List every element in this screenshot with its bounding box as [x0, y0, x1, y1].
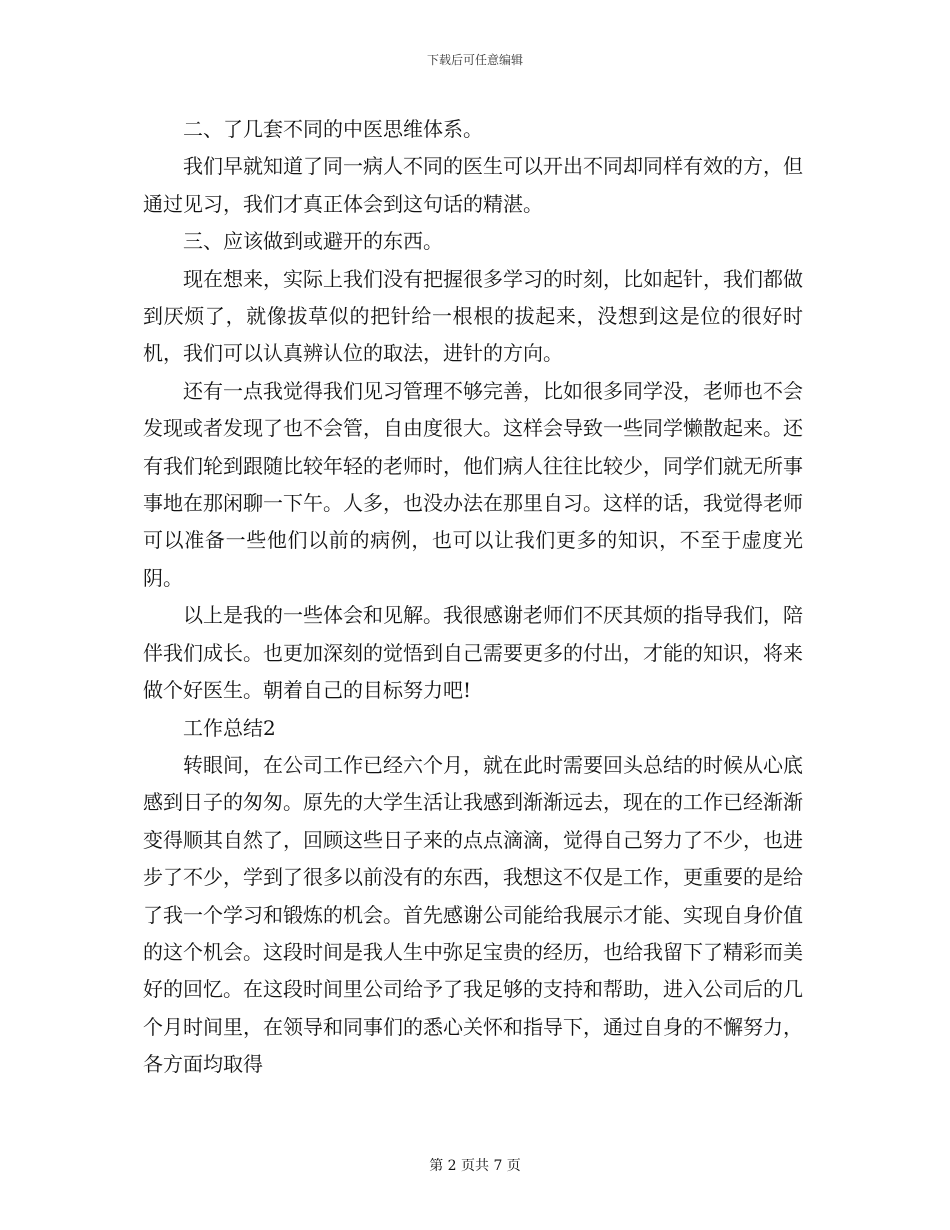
page-header: 下载后可任意编辑: [426, 53, 523, 67]
document-body: [143, 111, 803, 1084]
paragraph: 还有一点我觉得我们见习管理不够完善，比如很多同学没，老师也不会发现或者发现了也不会管，自由度很大。这样会导致一些同学懒散起来。还有我们轮到跟随比较年轻的老师时，他们病人往往比较少，同学们就无所事事地在那闲聊一下午。人多，也没办法在那里自习。这样的话，我觉得老师可以准备一些他们以前的病例，也可以让我们更多的知识，不至于虚度光阴。: [143, 378, 803, 590]
paragraph: 我们早就知道了同一病人不同的医生可以开出不同却同样有效的方，但通过见习，我们才真正体会到这句话的精湛。: [143, 154, 803, 216]
page-footer: 第 2 页共 7 页: [429, 1158, 521, 1174]
section-title: 工作总结2: [183, 715, 276, 740]
paragraph-heading-3: 三、应该做到或避开的东西。: [183, 229, 443, 254]
paragraph: 现在想来，实际上我们没有把握很多学习的时刻，比如起针，我们都做到厌烦了，就像拔草似的把针给一根根的拔起来，没想到这是位的很好时机，我们可以认真辨认位的取法，进针的方向。: [143, 266, 803, 366]
paragraph: 转眼间，在公司工作已经六个月，就在此时需要回头总结的时候从心底感到日子的匆匆。原先的大学生活让我感到渐渐远去，现在的工作已经渐渐变得顺其自然了，回顾这些日子来的点点滴滴，觉得自己努力了不少，也进步了不少，学到了很多以前没有的东西，我想这不仅是工作，更重要的是给了我一个学习和锻炼的机会。首先感谢公司能给我展示才能、实现自身价值的这个机会。这段时间是我人生中弥足宝贵的经历，也给我留下了精彩而美好的回忆。在这段时间里公司给予了我足够的支持和帮助，进入公司后的几个月时间里，在领导和同事们的悉心关怀和指导下，通过自身的不懈努力，各方面均取得: [143, 752, 803, 1077]
paragraph: 以上是我的一些体会和见解。我很感谢老师们不厌其烦的指导我们，陪伴我们成长。也更加深刻的觉悟到自己需要更多的付出，才能的知识，将来做个好医生。朝着自己的目标努力吧!: [143, 603, 803, 703]
paragraph-heading-2: 二、了几套不同的中医思维体系。: [183, 117, 483, 141]
